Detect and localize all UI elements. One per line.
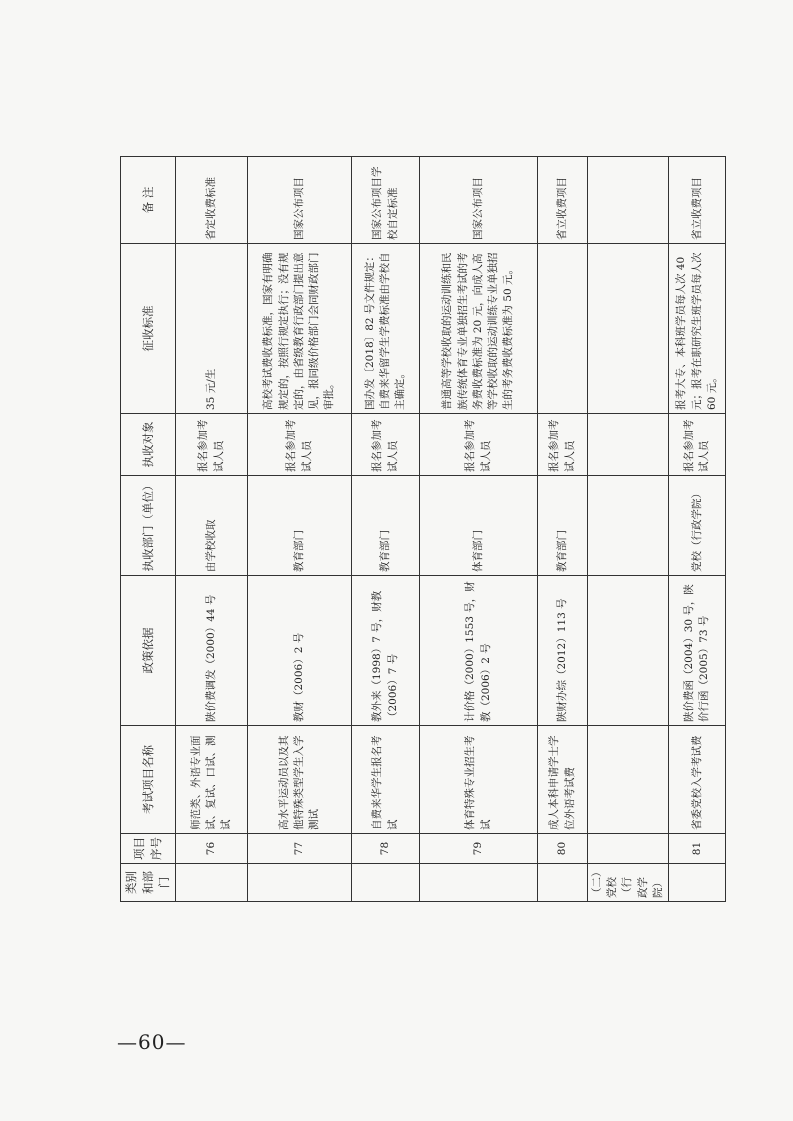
cell-basis: 教财（2006）2 号	[248, 576, 352, 726]
cell-target: 报名参加考试人员	[669, 414, 726, 476]
header-remark: 备 注	[121, 157, 176, 244]
cell-dept: 教育部门	[352, 476, 420, 576]
cell-standard	[538, 244, 588, 414]
cell-category	[352, 864, 420, 902]
table-row	[420, 157, 538, 902]
cell-basis: 陕价费调发（2000）44 号	[176, 576, 248, 726]
table-row	[669, 157, 726, 902]
cell-name: 师范类、外语专业面试、复试、口试、测试	[176, 726, 248, 834]
header-name: 考试项目名称	[121, 726, 176, 834]
header-basis: 政策依据	[121, 576, 176, 726]
cell-name: 高水平运动员以及其他特殊类型学生入学测试	[248, 726, 352, 834]
table-row	[538, 157, 588, 902]
cell-basis	[588, 576, 669, 726]
cell-dept: 教育部门	[248, 476, 352, 576]
cell-remark: 国家公布项目学校自定标准	[352, 157, 420, 244]
header-seq: 项目序号	[121, 834, 176, 864]
header-category: 类别和部门	[121, 864, 176, 902]
cell-seq: 81	[669, 834, 726, 864]
cell-category	[176, 864, 248, 902]
cell-standard: 普通高等学校收取的运动训练和民族传统体育专业单独招生考试的考务费收费标准为 20 元，向成人高等学校收取的运动训练专业单独招生的考务费收费标准为 50 元。	[420, 244, 538, 414]
cell-name	[588, 726, 669, 834]
cell-name: 自费来华学生报名考试	[352, 726, 420, 834]
cell-remark	[588, 157, 669, 244]
cell-basis: 陕价费函（2004）30 号，陕价行函（2005）73 号	[669, 576, 726, 726]
table-row	[248, 157, 352, 902]
table-row	[352, 157, 420, 902]
cell-name: 成人本科申请学士学位外语考试费	[538, 726, 588, 834]
cell-standard: 报考大专、本科班学员每人次 40 元；报考在职研究生班学员每人次 60 元。	[669, 244, 726, 414]
cell-name: 省委党校入学考试费	[669, 726, 726, 834]
cell-target: 报名参加考试人员	[352, 414, 420, 476]
cell-standard: 国办发〔2018〕82 号文件规定：自费来华留学生学费标准由学校自主确定。	[352, 244, 420, 414]
cell-dept: 由学校收取	[176, 476, 248, 576]
cell-seq: 76	[176, 834, 248, 864]
cell-dept: 体育部门	[420, 476, 538, 576]
cell-target: 报名参加考试人员	[538, 414, 588, 476]
cell-seq: 77	[248, 834, 352, 864]
cell-seq: 79	[420, 834, 538, 864]
header-standard: 征收标准	[121, 244, 176, 414]
fee-table-rotated	[120, 157, 718, 902]
cell-name: 体育特殊专业招生考试	[420, 726, 538, 834]
cell-category	[669, 864, 726, 902]
cell-remark: 省立收费项目	[669, 157, 726, 244]
cell-seq	[588, 834, 669, 864]
cell-standard	[588, 244, 669, 414]
table-header-row	[121, 157, 176, 902]
cell-target: 报名参加考试人员	[176, 414, 248, 476]
fee-table	[120, 156, 726, 902]
cell-target: 报名参加考试人员	[420, 414, 538, 476]
table-row	[588, 157, 669, 902]
cell-seq: 78	[352, 834, 420, 864]
cell-dept: 党校（行政学院）	[669, 476, 726, 576]
cell-category	[420, 864, 538, 902]
cell-remark: 省立收费项目	[538, 157, 588, 244]
cell-remark: 国家公布项目	[248, 157, 352, 244]
cell-dept: 教育部门	[538, 476, 588, 576]
table-row	[176, 157, 248, 902]
page-number: —60—	[117, 1030, 187, 1054]
cell-seq: 80	[538, 834, 588, 864]
header-dept: 执收部门（单位）	[121, 476, 176, 576]
cell-standard: 35 元/生	[176, 244, 248, 414]
cell-category	[248, 864, 352, 902]
cell-basis: 陕财办综（2012）113 号	[538, 576, 588, 726]
cell-target: 报名参加考试人员	[248, 414, 352, 476]
cell-remark: 国家公布项目	[420, 157, 538, 244]
cell-category: （二）党校（行政学院）	[588, 864, 669, 902]
cell-remark: 省定收费标准	[176, 157, 248, 244]
cell-target	[588, 414, 669, 476]
cell-category	[538, 864, 588, 902]
cell-basis: 计价格（2000）1553 号，财教（2006）2 号	[420, 576, 538, 726]
cell-basis: 教外来（1998）7 号，财教（2006）7 号	[352, 576, 420, 726]
cell-standard: 高校考试费收费标准，国家有明确规定的，按照行规定执行；没有规定的，由省级教育行政部门提出意见，报同级价格部门会同财政部门审批。	[248, 244, 352, 414]
cell-dept	[588, 476, 669, 576]
header-target: 执收对象	[121, 414, 176, 476]
